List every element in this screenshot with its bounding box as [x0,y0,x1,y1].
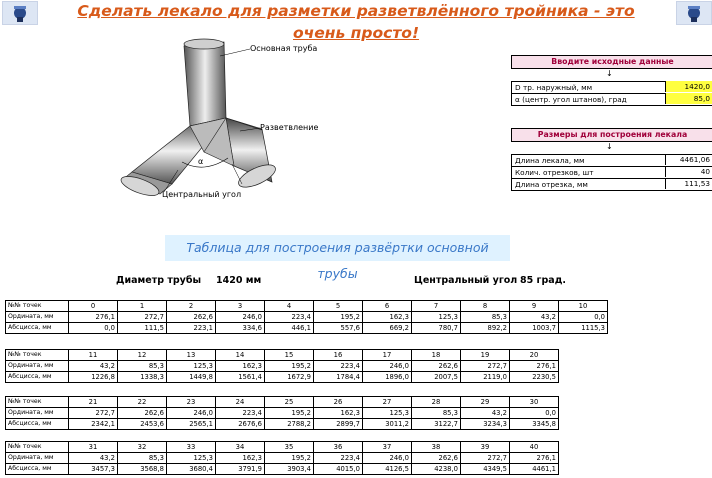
row-label: Абсцисса, мм [6,419,69,430]
table-cell: 11 [69,350,118,361]
table-cell: 4 [265,301,314,312]
label-main-pipe: Основная труба [250,44,318,53]
table-cell: 125,3 [363,408,412,419]
table-cell: 195,2 [314,312,363,323]
table-cell: 2676,6 [216,419,265,430]
table-cell: 31 [69,442,118,453]
table-cell: 1 [118,301,167,312]
table-cell: 780,7 [412,323,461,334]
points-table-4 [5,441,559,475]
result-count-label: Колич. отрезков, шт [515,168,594,177]
result-length-label: Длина лекала, мм [515,156,585,165]
table-row-points [6,442,559,453]
table-cell: 16 [314,350,363,361]
table-cell: 3791,9 [216,464,265,475]
table-cell: 36 [314,442,363,453]
table-cell: 38 [412,442,461,453]
table-cell: 43,2 [69,453,118,464]
table-cell: 1226,8 [69,372,118,383]
table-cell: 3457,3 [69,464,118,475]
table-cell: 34 [216,442,265,453]
table-cell: 1896,0 [363,372,412,383]
table-cell: 4238,0 [412,464,461,475]
row-label: Абсцисса, мм [6,464,69,475]
result-segment-label: Длина отрезка, мм [515,180,588,189]
input-angle-label: α (центр. угол штанов), град [515,95,627,104]
table-cell: 262,6 [118,408,167,419]
table-cell: 162,3 [216,361,265,372]
table-row-ordinate [6,453,559,464]
table-row-abscissa [6,419,559,430]
table-cell: 13 [167,350,216,361]
table-cell: 276,1 [69,312,118,323]
row-label: Ордината, мм [6,312,69,323]
table-cell: 18 [412,350,461,361]
table-cell: 1784,4 [314,372,363,383]
table-cell: 39 [461,442,510,453]
table-row-abscissa [6,372,559,383]
table-cell: 334,6 [216,323,265,334]
table-cell: 3680,4 [167,464,216,475]
table-cell: 246,0 [167,408,216,419]
table-cell: 17 [363,350,412,361]
table-cell: 272,7 [461,453,510,464]
table-cell: 0,0 [510,408,559,419]
table-cell: 2119,0 [461,372,510,383]
table-cell: 0,0 [559,312,608,323]
table-cell: 1003,7 [510,323,559,334]
table-cell: 2899,7 [314,419,363,430]
table-cell: 223,4 [265,312,314,323]
angle-value: 85 град. [520,275,566,286]
table-cell: 3568,8 [118,464,167,475]
table-cell: 22 [118,397,167,408]
table-row-abscissa [6,464,559,475]
table-row-points [6,301,608,312]
table-cell: 4126,5 [363,464,412,475]
label-angle: α [198,157,204,166]
table-cell: 111,5 [118,323,167,334]
right-logo-icon [676,1,712,25]
table-cell: 8 [461,301,510,312]
table-cell: 35 [265,442,314,453]
row-label: Ордината, мм [6,453,69,464]
table-cell: 272,7 [461,361,510,372]
table-cell: 892,2 [461,323,510,334]
table-cell: 246,0 [216,312,265,323]
table-cell: 223,4 [314,453,363,464]
table-cell: 21 [69,397,118,408]
table-row-ordinate [6,361,559,372]
results-arrow-icon: ↓ [606,142,613,151]
table-cell: 276,1 [510,453,559,464]
table-cell: 12 [118,350,167,361]
label-branch: Разветвление [260,123,319,132]
table-row-ordinate [6,408,559,419]
table-cell: 5 [314,301,363,312]
table-cell: 246,0 [363,361,412,372]
table-cell: 1449,8 [167,372,216,383]
table-title: Таблица для построения развёртки основной трубы [165,235,510,261]
table-cell: 19 [461,350,510,361]
table-cell: 162,3 [216,453,265,464]
row-label: №№ точек [6,301,69,312]
table-cell: 2788,2 [265,419,314,430]
table-row-points [6,397,559,408]
diameter-label: Диаметр трубы [116,275,202,286]
table-cell: 246,0 [363,453,412,464]
angle-label: Центральный угол [414,275,518,286]
table-cell: 1561,4 [216,372,265,383]
table-cell: 1115,3 [559,323,608,334]
table-cell: 43,2 [510,312,559,323]
row-label: №№ точек [6,350,69,361]
result-row-segment [511,178,712,191]
table-cell: 669,2 [363,323,412,334]
table-cell: 28 [412,397,461,408]
table-cell: 10 [559,301,608,312]
table-cell: 27 [363,397,412,408]
table-cell: 195,2 [265,408,314,419]
points-table-3 [5,396,559,430]
row-label: №№ точек [6,397,69,408]
table-cell: 85,3 [118,361,167,372]
table-cell: 162,3 [363,312,412,323]
row-label: Абсцисса, мм [6,372,69,383]
table-cell: 20 [510,350,559,361]
table-cell: 2007,5 [412,372,461,383]
table-cell: 26 [314,397,363,408]
results-panel-header: Размеры для построения лекала [511,128,712,142]
table-cell: 9 [510,301,559,312]
table-cell: 195,2 [265,361,314,372]
table-cell: 262,6 [412,361,461,372]
table-cell: 0 [69,301,118,312]
table-cell: 162,3 [314,408,363,419]
table-cell: 3 [216,301,265,312]
table-cell: 25 [265,397,314,408]
table-cell: 85,3 [461,312,510,323]
table-cell: 2342,1 [69,419,118,430]
table-cell: 262,6 [167,312,216,323]
table-cell: 1672,9 [265,372,314,383]
table-cell: 33 [167,442,216,453]
table-cell: 7 [412,301,461,312]
result-length-value: 4461,06 [665,154,712,165]
table-cell: 2565,1 [167,419,216,430]
table-cell: 223,1 [167,323,216,334]
table-cell: 24 [216,397,265,408]
table-cell: 3345,8 [510,419,559,430]
points-table-2 [5,349,559,383]
y-pipe-diagram [112,34,322,210]
input-angle-field[interactable]: 85,0 [665,93,712,104]
table-cell: 29 [461,397,510,408]
table-cell: 14 [216,350,265,361]
table-cell: 30 [510,397,559,408]
table-cell: 276,1 [510,361,559,372]
table-row-ordinate [6,312,608,323]
table-cell: 32 [118,442,167,453]
table-cell: 4461,1 [510,464,559,475]
table-cell: 2230,5 [510,372,559,383]
table-cell: 6 [363,301,412,312]
table-cell: 2 [167,301,216,312]
page-title: Сделать лекало для разметки разветвлённого тройника - это очень просто! [60,0,652,22]
label-central-angle: Центральный угол [162,190,242,199]
table-cell: 15 [265,350,314,361]
table-cell: 37 [363,442,412,453]
table-cell: 3011,2 [363,419,412,430]
table-cell: 4349,5 [461,464,510,475]
table-cell: 43,2 [69,361,118,372]
table-row-abscissa [6,323,608,334]
input-diameter-label: D тр. наружный, мм [515,83,593,92]
table-cell: 40 [510,442,559,453]
diameter-value: 1420 мм [216,275,262,286]
table-cell: 125,3 [167,453,216,464]
table-cell: 3234,3 [461,419,510,430]
table-cell: 272,7 [118,312,167,323]
table-cell: 446,1 [265,323,314,334]
table-cell: 2453,6 [118,419,167,430]
result-segment-value: 111,53 [665,178,712,189]
input-diameter-field[interactable]: 1420,0 [665,81,712,92]
table-cell: 3122,7 [412,419,461,430]
result-count-value: 40 [665,166,712,177]
row-label: №№ точек [6,442,69,453]
table-cell: 223,4 [314,361,363,372]
table-cell: 4015,0 [314,464,363,475]
inputs-panel-header: Вводите исходные данные [511,55,712,69]
table-cell: 272,7 [69,408,118,419]
table-cell: 262,6 [412,453,461,464]
row-label: Ордината, мм [6,408,69,419]
table-cell: 85,3 [412,408,461,419]
left-logo-icon [2,1,38,25]
inputs-arrow-icon: ↓ [606,69,613,78]
row-label: Абсцисса, мм [6,323,69,334]
table-cell: 195,2 [265,453,314,464]
table-cell: 3903,4 [265,464,314,475]
table-cell: 557,6 [314,323,363,334]
points-table-1 [5,300,608,334]
table-cell: 1338,3 [118,372,167,383]
table-cell: 85,3 [118,453,167,464]
table-row-points [6,350,559,361]
table-cell: 23 [167,397,216,408]
table-cell: 223,4 [216,408,265,419]
table-cell: 43,2 [461,408,510,419]
row-label: Ордината, мм [6,361,69,372]
table-cell: 0,0 [69,323,118,334]
input-row-angle [511,93,712,106]
table-cell: 125,3 [167,361,216,372]
table-cell: 125,3 [412,312,461,323]
